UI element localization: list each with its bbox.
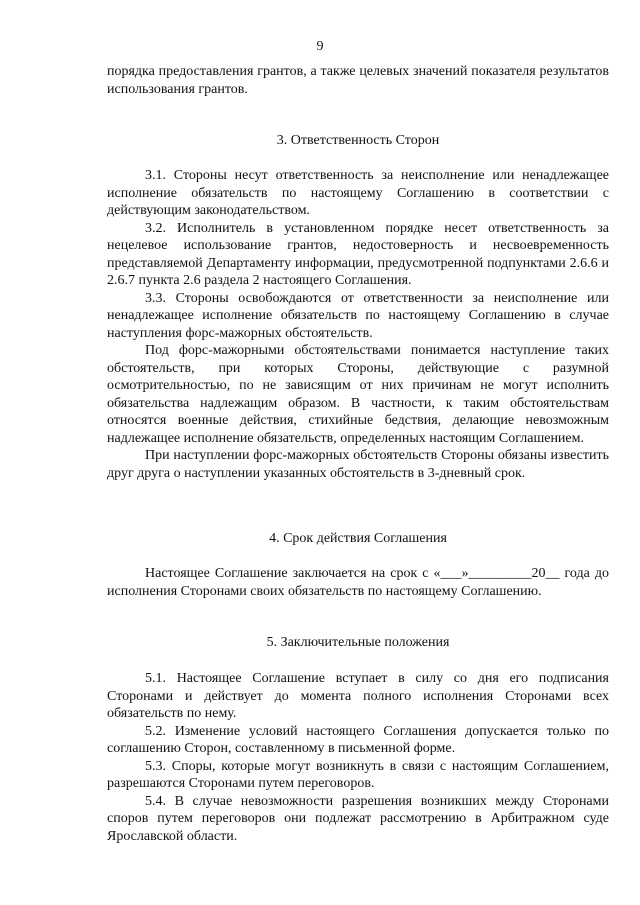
clause-3-2: 3.2. Исполнитель в установленном порядке несет ответственность за нецелевое использование грантов, недостоверность и несвоевременность представляемой Департаменту информации, предусмотренной подпунктами 2.6.6 и 2.6.7 пункта 2.6 раздела 2 настоящего Соглашения. bbox=[107, 220, 609, 288]
intro-paragraph: порядка предоставления грантов, а также целевых значений показателя результатов использования грантов. bbox=[107, 64, 609, 97]
section-3-title: 3. Ответственность Сторон bbox=[276, 133, 440, 148]
clause-3-1: 3.1. Стороны несут ответственность за неисполнение или ненадлежащее исполнение обязательств по настоящему Соглашению в соответствии с действующим законодательством. bbox=[107, 168, 609, 218]
section-4-title: 4. Срок действия Соглашения bbox=[269, 531, 447, 546]
term-paragraph: Настоящее Соглашение заключается на срок с «___»_________20__ года до исполнения Сторонами своих обязательств по настоящему Соглашению. bbox=[107, 566, 609, 599]
section-5-title: 5. Заключительные положения bbox=[266, 635, 450, 650]
page-number: 9 bbox=[316, 39, 324, 54]
clause-5-3: 5.3. Споры, которые могут возникнуть в связи с настоящим Соглашением, разрешаются Сторонами путем переговоров. bbox=[107, 758, 609, 791]
clause-5-1: 5.1. Настоящее Соглашение вступает в силу со дня его подписания Сторонами и действует до момента полного исполнения Сторонами всех обязательств по нему. bbox=[107, 671, 609, 721]
clause-3-3: 3.3. Стороны освобождаются от ответственности за неисполнение или ненадлежащее исполнение обязательств по настоящему Соглашению в случае наступления форс-мажорных обстоятельств. bbox=[107, 290, 609, 341]
section-4-body bbox=[107, 565, 609, 600]
force-majeure-notice: При наступлении форс-мажорных обстоятельств Стороны обязаны известить друг друга о наступлении указанных обстоятельств в 3-дневный срок. bbox=[107, 448, 609, 481]
clause-5-2: 5.2. Изменение условий настоящего Соглашения допускается только по соглашению Сторон, составленному в письменной форме. bbox=[107, 723, 609, 756]
force-majeure-definition: Под форс-мажорными обстоятельствами понимается наступление таких обстоятельств, при которых Стороны, действующие с разумной осмотрительностью, по не зависящим от них причинам не могут исполнить обязательства надлежащим образом. В частности, к таким обстоятельствам относятся военные действия, стихийные бедствия, делающие невозможным надлежащее исполнение обязательств, определенных настоящим Соглашением. bbox=[107, 343, 609, 446]
clause-5-4: 5.4. В случае невозможности разрешения возникших между Сторонами споров путем переговоров они подлежат рассмотрению в Арбитражном суде Ярославской области. bbox=[107, 793, 609, 844]
intro-paragraph-block bbox=[107, 63, 609, 98]
section-3-body bbox=[107, 167, 609, 482]
section-5-body bbox=[107, 670, 609, 845]
